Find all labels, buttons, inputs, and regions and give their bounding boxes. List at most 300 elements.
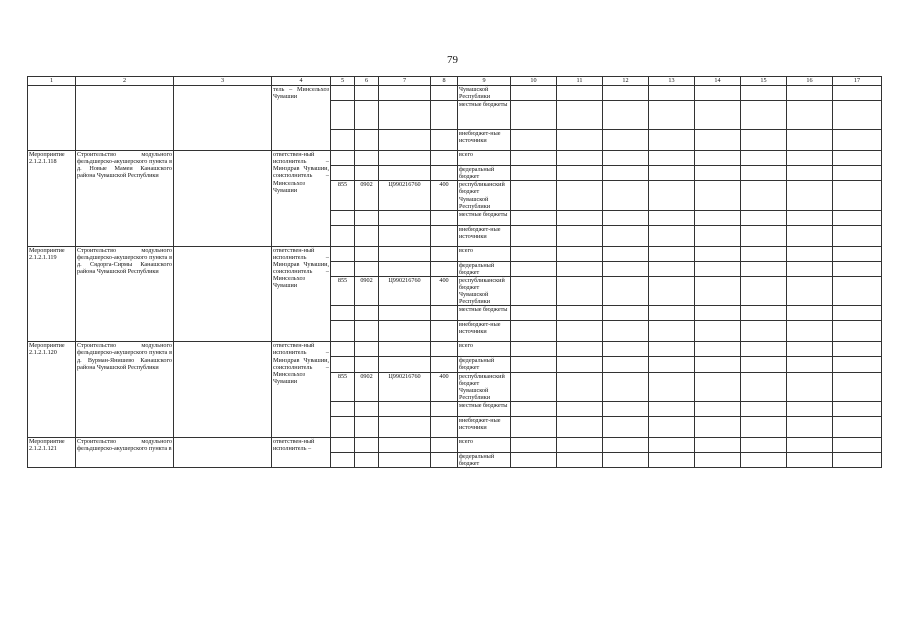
empty-cell — [833, 246, 882, 261]
empty-cell — [603, 401, 649, 416]
empty-cell — [649, 151, 695, 166]
empty-cell — [557, 372, 603, 401]
empty-cell — [557, 276, 603, 305]
empty-cell — [833, 101, 882, 130]
empty-cell — [695, 321, 741, 342]
column-header: 15 — [741, 77, 787, 86]
empty-cell — [787, 416, 833, 437]
empty-cell — [355, 452, 379, 467]
empty-cell — [603, 357, 649, 372]
rzpr-cell: 0902 — [355, 372, 379, 401]
source-cell: всего — [458, 437, 511, 452]
empty-cell — [695, 101, 741, 130]
empty-cell — [649, 210, 695, 225]
event-label-cell: Мероприятие 2.1.2.1.119 — [28, 246, 76, 342]
empty-cell — [379, 225, 431, 246]
empty-cell — [379, 130, 431, 151]
empty-cell — [741, 210, 787, 225]
empty-cell — [379, 437, 431, 452]
source-cell: внебюджет-ные источники — [458, 130, 511, 151]
empty-cell — [557, 225, 603, 246]
empty-cell — [431, 452, 458, 467]
empty-cell — [331, 357, 355, 372]
empty-cell — [557, 130, 603, 151]
empty-cell — [741, 452, 787, 467]
empty-cell — [741, 130, 787, 151]
event-name-cell — [76, 86, 174, 151]
empty-cell — [511, 166, 557, 181]
empty-cell — [741, 151, 787, 166]
empty-cell — [787, 210, 833, 225]
empty-cell — [695, 225, 741, 246]
empty-cell — [741, 181, 787, 210]
empty-cell — [355, 101, 379, 130]
empty-cell — [431, 357, 458, 372]
empty-cell — [379, 86, 431, 101]
empty-cell — [431, 101, 458, 130]
empty-cell — [833, 306, 882, 321]
empty-cell — [787, 86, 833, 101]
empty-cell — [603, 130, 649, 151]
empty-cell — [695, 130, 741, 151]
empty-cell — [833, 357, 882, 372]
source-cell: республиканский бюджет Чувашской Республики — [458, 276, 511, 305]
empty-cell — [603, 210, 649, 225]
empty-cell — [355, 246, 379, 261]
empty-cell — [331, 342, 355, 357]
empty-cell — [649, 452, 695, 467]
empty-cell — [695, 151, 741, 166]
empty-cell — [695, 261, 741, 276]
csr-cell: Ц990216760 — [379, 372, 431, 401]
empty-cell — [603, 372, 649, 401]
empty-cell — [649, 166, 695, 181]
executor-cell: ответствен-ный исполнитель – — [272, 437, 331, 467]
empty-cell — [787, 151, 833, 166]
column-header: 4 — [272, 77, 331, 86]
empty-cell — [557, 401, 603, 416]
empty-cell — [741, 225, 787, 246]
empty-cell — [741, 401, 787, 416]
empty-cell — [379, 210, 431, 225]
empty-cell — [431, 151, 458, 166]
column-header: 16 — [787, 77, 833, 86]
source-cell: республиканский бюджет Чувашской Республики — [458, 372, 511, 401]
source-cell: федеральный бюджет — [458, 357, 511, 372]
empty-cell — [649, 225, 695, 246]
empty-cell — [379, 357, 431, 372]
empty-cell — [695, 401, 741, 416]
empty-cell — [557, 261, 603, 276]
empty-cell — [833, 181, 882, 210]
source-cell: всего — [458, 151, 511, 166]
empty-cell — [511, 372, 557, 401]
empty-cell — [741, 372, 787, 401]
empty-cell — [431, 130, 458, 151]
empty-cell — [787, 321, 833, 342]
empty-cell — [787, 372, 833, 401]
empty-cell — [331, 210, 355, 225]
empty-cell — [379, 416, 431, 437]
empty-cell — [603, 86, 649, 101]
source-cell: республиканский бюджет Чувашской Республики — [458, 181, 511, 210]
empty-cell — [557, 210, 603, 225]
empty-cell — [695, 86, 741, 101]
empty-cell — [741, 342, 787, 357]
grbs-cell: 855 — [331, 276, 355, 305]
empty-cell — [431, 306, 458, 321]
empty-cell — [431, 166, 458, 181]
grbs-cell: 855 — [331, 181, 355, 210]
empty-cell — [695, 437, 741, 452]
empty-cell — [355, 401, 379, 416]
column-header: 13 — [649, 77, 695, 86]
column-header: 10 — [511, 77, 557, 86]
empty-cell — [603, 225, 649, 246]
empty-cell — [695, 246, 741, 261]
empty-cell — [511, 151, 557, 166]
empty-cell — [511, 276, 557, 305]
empty-cell — [557, 306, 603, 321]
empty-cell — [331, 401, 355, 416]
empty-cell — [331, 86, 355, 101]
empty-cell — [355, 225, 379, 246]
column-header: 11 — [557, 77, 603, 86]
empty-cell — [741, 321, 787, 342]
source-cell: всего — [458, 342, 511, 357]
source-cell: всего — [458, 246, 511, 261]
empty-cell — [649, 321, 695, 342]
empty-cell — [511, 437, 557, 452]
empty-cell — [331, 306, 355, 321]
empty-cell — [431, 210, 458, 225]
executor-cell: ответствен-ный исполнитель – Минздрав Чувашии, соисполнитель – Минсельхоз Чувашии — [272, 342, 331, 438]
empty-cell — [379, 306, 431, 321]
empty-cell — [511, 101, 557, 130]
empty-cell — [649, 306, 695, 321]
event-name-cell: Строительство модульного фельдшерско-акушерского пункта в д. Вурман-Янишево Канашского района Чувашской Республики — [76, 342, 174, 438]
rzpr-cell: 0902 — [355, 181, 379, 210]
empty-cell — [603, 437, 649, 452]
empty-cell — [833, 276, 882, 305]
empty-cell — [741, 357, 787, 372]
empty-cell — [355, 306, 379, 321]
empty-cell — [649, 276, 695, 305]
empty-cell — [649, 261, 695, 276]
empty-cell — [787, 401, 833, 416]
executor-cell: ответствен-ный исполнитель – Минздрав Чувашии, соисполнитель – Минсельхоз Чувашии — [272, 151, 331, 247]
empty-cell — [379, 246, 431, 261]
empty-cell — [649, 437, 695, 452]
empty-cell — [511, 210, 557, 225]
empty-cell — [741, 246, 787, 261]
source-cell: федеральный бюджет — [458, 166, 511, 181]
source-cell: местные бюджеты — [458, 101, 511, 130]
column-header: 12 — [603, 77, 649, 86]
empty-cell — [379, 101, 431, 130]
empty-cell — [649, 342, 695, 357]
grbs-cell: 855 — [331, 372, 355, 401]
empty-cell — [695, 306, 741, 321]
empty-cell — [557, 452, 603, 467]
empty-cell — [787, 437, 833, 452]
empty-cell — [331, 321, 355, 342]
empty-cell — [741, 437, 787, 452]
empty-cell — [787, 306, 833, 321]
empty-cell — [355, 166, 379, 181]
column-number-row — [28, 77, 882, 86]
empty-cell — [431, 401, 458, 416]
table-body — [28, 86, 882, 468]
empty-cell — [511, 357, 557, 372]
executor-cell: ответствен-ный исполнитель – Минздрав Чувашии, соисполнитель – Минсельхоз Чувашии — [272, 246, 331, 342]
empty-cell — [741, 86, 787, 101]
empty-cell — [603, 276, 649, 305]
empty-cell — [787, 342, 833, 357]
empty-cell — [787, 181, 833, 210]
empty-cell — [331, 437, 355, 452]
empty-cell — [741, 416, 787, 437]
empty-cell — [331, 151, 355, 166]
empty-cell — [649, 130, 695, 151]
empty-cell — [649, 416, 695, 437]
empty-cell — [833, 210, 882, 225]
source-cell: федеральный бюджет — [458, 261, 511, 276]
empty-cell — [787, 246, 833, 261]
empty-cell — [557, 416, 603, 437]
empty-cell — [511, 181, 557, 210]
source-cell: внебюджет-ные источники — [458, 225, 511, 246]
empty-cell — [649, 86, 695, 101]
empty-cell — [511, 246, 557, 261]
column-header: 8 — [431, 77, 458, 86]
empty-cell — [787, 261, 833, 276]
empty-cell — [431, 246, 458, 261]
empty-cell — [355, 321, 379, 342]
empty-cell — [603, 181, 649, 210]
empty-cell — [511, 86, 557, 101]
empty-cell — [741, 306, 787, 321]
empty-cell — [379, 151, 431, 166]
column-header: 5 — [331, 77, 355, 86]
empty-cell — [603, 246, 649, 261]
empty-cell — [833, 166, 882, 181]
source-cell: местные бюджеты — [458, 210, 511, 225]
empty-cell — [511, 306, 557, 321]
empty-cell — [431, 416, 458, 437]
source-cell: Чувашской Республики — [458, 86, 511, 101]
empty-cell — [431, 321, 458, 342]
empty-cell — [355, 210, 379, 225]
empty-cell — [833, 416, 882, 437]
empty-cell — [331, 166, 355, 181]
empty-cell — [511, 321, 557, 342]
empty-cell — [649, 181, 695, 210]
empty-cell — [557, 357, 603, 372]
empty-cell — [431, 437, 458, 452]
empty-cell — [833, 321, 882, 342]
page-number: 79 — [447, 54, 458, 66]
empty-cell — [787, 225, 833, 246]
empty-cell — [833, 342, 882, 357]
empty-cell — [695, 181, 741, 210]
empty-cell — [431, 225, 458, 246]
empty-cell — [603, 342, 649, 357]
empty-cell — [355, 130, 379, 151]
empty-cell — [331, 452, 355, 467]
event-label-cell: Мероприятие 2.1.2.1.120 — [28, 342, 76, 438]
column-header: 14 — [695, 77, 741, 86]
empty-cell — [603, 151, 649, 166]
empty-cell — [557, 437, 603, 452]
empty-cell — [331, 246, 355, 261]
empty-cell — [174, 437, 272, 467]
empty-cell — [833, 130, 882, 151]
source-cell: внебюджет-ные источники — [458, 416, 511, 437]
empty-cell — [557, 151, 603, 166]
empty-cell — [833, 151, 882, 166]
empty-cell — [174, 342, 272, 438]
empty-cell — [833, 86, 882, 101]
empty-cell — [511, 416, 557, 437]
empty-cell — [833, 401, 882, 416]
empty-cell — [603, 416, 649, 437]
source-cell: местные бюджеты — [458, 401, 511, 416]
event-label-cell: Мероприятие 2.1.2.1.121 — [28, 437, 76, 467]
column-header: 17 — [833, 77, 882, 86]
empty-cell — [557, 86, 603, 101]
rzpr-cell: 0902 — [355, 276, 379, 305]
empty-cell — [787, 357, 833, 372]
empty-cell — [695, 452, 741, 467]
empty-cell — [511, 130, 557, 151]
empty-cell — [511, 225, 557, 246]
empty-cell — [603, 306, 649, 321]
empty-cell — [695, 416, 741, 437]
empty-cell — [331, 416, 355, 437]
empty-cell — [649, 246, 695, 261]
empty-cell — [787, 452, 833, 467]
empty-cell — [355, 416, 379, 437]
empty-cell — [355, 261, 379, 276]
empty-cell — [511, 401, 557, 416]
empty-cell — [379, 166, 431, 181]
empty-cell — [557, 321, 603, 342]
empty-cell — [511, 452, 557, 467]
empty-cell — [431, 86, 458, 101]
empty-cell — [649, 401, 695, 416]
empty-cell — [355, 357, 379, 372]
empty-cell — [331, 130, 355, 151]
table-row — [28, 86, 882, 101]
event-label-cell: Мероприятие 2.1.2.1.118 — [28, 151, 76, 247]
table-row — [28, 437, 882, 452]
vr-cell: 400 — [431, 372, 458, 401]
empty-cell — [787, 166, 833, 181]
empty-cell — [603, 261, 649, 276]
empty-cell — [695, 342, 741, 357]
empty-cell — [557, 181, 603, 210]
empty-cell — [379, 342, 431, 357]
empty-cell — [741, 276, 787, 305]
table-row — [28, 151, 882, 166]
empty-cell — [695, 357, 741, 372]
empty-cell — [431, 342, 458, 357]
empty-cell — [833, 437, 882, 452]
column-header: 7 — [379, 77, 431, 86]
event-name-cell: Строительство модульного фельдшерско-акушерского пункта в д. Сядорга-Сирмы Канашского района Чувашской Республики — [76, 246, 174, 342]
empty-cell — [379, 321, 431, 342]
column-header: 2 — [76, 77, 174, 86]
empty-cell — [833, 372, 882, 401]
executor-cell: тель – Минсельхоз Чувашии — [272, 86, 331, 151]
table-row — [28, 246, 882, 261]
vr-cell: 400 — [431, 276, 458, 305]
column-header: 9 — [458, 77, 511, 86]
empty-cell — [174, 86, 272, 151]
empty-cell — [741, 261, 787, 276]
source-cell: местные бюджеты — [458, 306, 511, 321]
empty-cell — [741, 166, 787, 181]
empty-cell — [431, 261, 458, 276]
column-header: 6 — [355, 77, 379, 86]
empty-cell — [557, 166, 603, 181]
empty-cell — [603, 166, 649, 181]
empty-cell — [355, 437, 379, 452]
empty-cell — [787, 101, 833, 130]
column-header: 3 — [174, 77, 272, 86]
event-name-cell: Строительство модульного фельдшерско-акушерского пункта в д. Новые Мамеи Канашского района Чувашской Республики — [76, 151, 174, 247]
empty-cell — [174, 246, 272, 342]
empty-cell — [557, 101, 603, 130]
empty-cell — [695, 166, 741, 181]
empty-cell — [787, 130, 833, 151]
empty-cell — [331, 261, 355, 276]
event-name-cell: Строительство модульного фельдшерско-акушерского пункта в — [76, 437, 174, 467]
csr-cell: Ц990216760 — [379, 181, 431, 210]
empty-cell — [379, 452, 431, 467]
empty-cell — [331, 101, 355, 130]
empty-cell — [649, 101, 695, 130]
empty-cell — [379, 261, 431, 276]
empty-cell — [379, 401, 431, 416]
table-row — [28, 342, 882, 357]
empty-cell — [355, 151, 379, 166]
empty-cell — [511, 342, 557, 357]
empty-cell — [603, 321, 649, 342]
vr-cell: 400 — [431, 181, 458, 210]
program-table — [27, 76, 882, 468]
empty-cell — [511, 261, 557, 276]
source-cell: внебюджет-ные источники — [458, 321, 511, 342]
source-cell: федеральный бюджет — [458, 452, 511, 467]
empty-cell — [557, 246, 603, 261]
empty-cell — [355, 342, 379, 357]
empty-cell — [695, 372, 741, 401]
event-label-cell — [28, 86, 76, 151]
empty-cell — [833, 452, 882, 467]
empty-cell — [833, 261, 882, 276]
empty-cell — [174, 151, 272, 247]
empty-cell — [557, 342, 603, 357]
empty-cell — [741, 101, 787, 130]
empty-cell — [331, 225, 355, 246]
column-header: 1 — [28, 77, 76, 86]
empty-cell — [833, 225, 882, 246]
empty-cell — [603, 452, 649, 467]
empty-cell — [787, 276, 833, 305]
empty-cell — [649, 357, 695, 372]
